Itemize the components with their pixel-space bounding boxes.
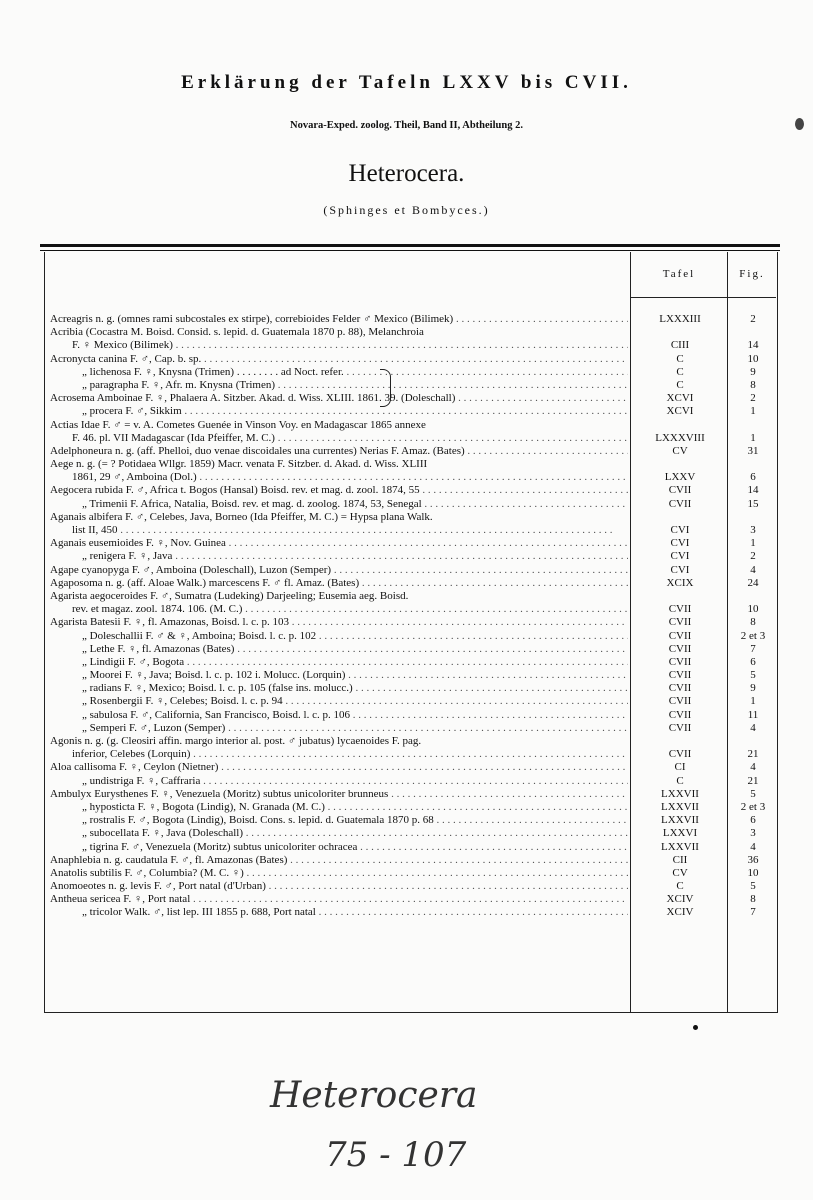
entry-text: Aganais albifera F. ♂, Celebes, Java, Borneo (Ida Pfeiffer, M. C.) = Hypsa plana Walk. (50, 510, 433, 523)
fig-cell: 1 (750, 405, 756, 418)
handwritten-note-line2: 75 - 107 (325, 1135, 467, 1175)
entry-text: Aegocera rubida F. ♂, Africa t. Bogos (Hansal) Boisd. rev. et mag. d. zool. 1874, 55 . . . (50, 484, 628, 497)
table-row (50, 735, 770, 748)
fig-cell: 4 (750, 721, 756, 734)
entry-text: Acribia (Cocastra M. Boisd. Consid. s. lepid. d. Guatemala 1870 p. 88), Melanchroia (50, 326, 424, 339)
entry-text: Agaposoma n. g. (aff. Aloae Walk.) marcescens F. ♂ fl. Amaz. (Bates) . . . (50, 577, 628, 590)
tafel-cell: LXXV (664, 471, 696, 484)
entry-text: Adelphoneura n. g. (aff. Phelloi, duo venae discoidales una currentes) Nerias F. Amaz. (Bates) . . . (50, 445, 628, 458)
entry-text: „ Doleschallii F. ♂ & ♀, Amboina; Boisd. l. c. p. 102 . . . (50, 630, 628, 643)
fig-cell: 4 (750, 563, 756, 576)
entry-text: Agape cyanopyga F. ♂, Amboina (Doleschall), Luzon (Semper) . . . (50, 564, 628, 577)
header-rule-thin (40, 250, 780, 251)
table-row (50, 801, 770, 814)
table-row (50, 432, 770, 445)
entry-text: Agarista Batesii F. ♀, fl. Amazonas, Boisd. l. c. p. 103 . . . (50, 616, 628, 629)
tafel-cell: CVII (668, 629, 692, 642)
entry-text: Aloa callisoma F. ♀, Ceylon (Nietner) . . . (50, 761, 628, 774)
entry-text: list II, 450 . . . (50, 524, 628, 537)
entry-text: Anaphlebia n. g. caudatula F. ♂, fl. Amazonas (Bates) . . . (50, 854, 628, 867)
table-row (50, 577, 770, 590)
tafel-cell: LXXXIII (659, 313, 701, 325)
table-row (50, 841, 770, 854)
fig-cell: 8 (750, 893, 756, 906)
entry-text: „ radians F. ♀, Mexico; Boisd. l. c. p. 105 (false ins. molucc.) . . . (50, 682, 628, 695)
fig-cell: 11 (747, 708, 759, 721)
fig-cell: 4 (750, 840, 756, 853)
entry-text: Acreagris n. g. (omnes rami subcostales ex stirpe), correbioides Felder ♂ Mexico (Bilimek) . . . (50, 313, 628, 326)
tafel-cell: XCIX (666, 576, 694, 589)
entry-text: Anatolis subtilis F. ♂, Columbia? (M. C. ♀) . . . (50, 867, 628, 880)
table-row (50, 419, 770, 432)
tafel-cell: CVI (670, 550, 690, 563)
tafel-cell: C (676, 365, 684, 378)
fig-cell: 8 (750, 616, 756, 629)
tafel-cell: XCVI (666, 392, 694, 405)
entry-text: „ rostralis F. ♂, Bogota (Lindig), Boisd. Cons. s. lepid. d. Guatemala 1870 p. 68 . . . (50, 814, 628, 827)
entry-text: 1861, 29 ♂, Amboina (Dol.) . . . (50, 471, 628, 484)
tafel-cell: C (676, 880, 684, 893)
table-row (50, 511, 770, 524)
tafel-cell: XCVI (666, 405, 694, 418)
section-heading: Heterocera. (348, 160, 465, 187)
fig-cell: 21 (747, 748, 759, 761)
table-row (50, 392, 770, 405)
fig-cell: 2 (750, 392, 756, 405)
fig-cell: 6 (750, 471, 756, 484)
tafel-cell: CV (672, 444, 688, 457)
fig-cell: 14 (747, 339, 759, 352)
entry-text: „ paragrapha F. ♀, Afr. m. Knysna (Trimen) . . . (50, 379, 628, 392)
tafel-cell: CIII (670, 339, 690, 352)
tafel-cell: CVI (670, 563, 690, 576)
fig-cell: 4 (750, 761, 756, 774)
tafel-cell: CVI (670, 537, 690, 550)
section-subheading: (Sphinges et Bombyces.) (323, 203, 490, 217)
column-header-fig: Fig. (739, 268, 765, 280)
entry-text: „ Lindigii F. ♂, Bogota . . . (50, 656, 628, 669)
page-speck (795, 118, 804, 130)
tafel-cell: C (676, 352, 684, 365)
table-row (50, 339, 770, 352)
fig-cell: 9 (750, 365, 756, 378)
table-row (50, 537, 770, 550)
entry-text: „ Moorei F. ♀, Java; Boisd. l. c. p. 102 i. Molucc. (Lorquin) . . . (50, 669, 628, 682)
fig-cell: 21 (747, 774, 759, 787)
table-row (50, 313, 770, 326)
table-row (50, 643, 770, 656)
entry-text: „ Trimenii F. Africa, Natalia, Boisd. rev. et mag. d. zoolog. 1874, 53, Senegal . . . (50, 498, 628, 511)
table-row (50, 564, 770, 577)
tafel-cell: XCIV (666, 893, 694, 906)
tafel-cell: CVII (668, 669, 692, 682)
entry-text: „ subocellata F. ♀, Java (Doleschall) . . . (50, 827, 628, 840)
tafel-cell: CVII (668, 497, 692, 510)
table-row (50, 353, 770, 366)
header-underline (630, 297, 776, 298)
table-row (50, 603, 770, 616)
table-row (50, 326, 770, 339)
tafel-cell: CI (674, 761, 686, 774)
tafel-cell: CVII (668, 484, 692, 497)
table-row (50, 458, 770, 471)
fig-cell: 1 (750, 695, 756, 708)
table-row (50, 867, 770, 880)
table-row (50, 590, 770, 603)
fig-cell: 1 (750, 537, 756, 550)
table-row (50, 550, 770, 563)
entry-text: Antheua sericea F. ♀, Port natal . . . (50, 893, 628, 906)
tafel-cell: CVII (668, 721, 692, 734)
fig-cell: 2 (750, 550, 756, 563)
table-row (50, 405, 770, 418)
table-row (50, 761, 770, 774)
table-row (50, 814, 770, 827)
tafel-cell: CV (672, 866, 688, 879)
entry-text: Acronycta canina F. ♂, Cap. b. sp. . . . (50, 353, 628, 366)
entry-text: „ sabulosa F. ♂, California, San Francisco, Boisd. l. c. p. 106 . . . (50, 709, 628, 722)
fig-cell: 6 (750, 655, 756, 668)
table-row (50, 788, 770, 801)
entry-text: „ Rosenbergii F. ♀, Celebes; Boisd. l. c. p. 94 . . . (50, 695, 628, 708)
fig-cell: 2 et 3 (740, 629, 766, 642)
fig-cell: 6 (750, 814, 756, 827)
table-row (50, 366, 770, 379)
fig-cell: 5 (750, 669, 756, 682)
table-row (50, 484, 770, 497)
table-row (50, 471, 770, 484)
fig-cell: 1 (750, 431, 756, 444)
table-row (50, 880, 770, 893)
table-row (50, 524, 770, 537)
entry-text: inferior, Celebes (Lorquin) . . . (50, 748, 628, 761)
table-row (50, 682, 770, 695)
tafel-cell: C (676, 774, 684, 787)
fig-cell: 10 (747, 603, 759, 616)
entry-text: Aege n. g. (= ? Potidaea Wllgr. 1859) Macr. venata F. Sitzber. d. Akad. d. Wiss. XLIII (50, 458, 428, 471)
table-row (50, 709, 770, 722)
table-row (50, 854, 770, 867)
table-row (50, 695, 770, 708)
handwritten-note-line1: Heterocera (270, 1075, 478, 1116)
tafel-cell: CVII (668, 616, 692, 629)
fig-cell: 2 (750, 313, 756, 325)
table-row (50, 498, 770, 511)
entry-text: Anomoeotes n. g. levis F. ♂, Port natal (d'Urban) . . . (50, 880, 628, 893)
table-row (50, 656, 770, 669)
tafel-cell: LXXVII (661, 840, 699, 853)
entry-text: „ Lethe F. ♀, fl. Amazonas (Bates) . . . (50, 643, 628, 656)
tafel-cell: LXXVII (661, 800, 699, 813)
fig-cell: 2 et 3 (740, 800, 766, 813)
fig-cell: 15 (747, 497, 759, 510)
tafel-cell: CVII (668, 655, 692, 668)
fig-cell: 5 (750, 787, 756, 800)
entry-text: „ Semperi F. ♂, Luzon (Semper) . . . (50, 722, 628, 735)
table-row (50, 748, 770, 761)
tafel-cell: CVI (670, 524, 690, 536)
tafel-cell: LXXVII (661, 814, 699, 827)
entry-text: „ tricolor Walk. ♂, list lep. III 1855 p. 688, Port natal . . . (50, 906, 628, 919)
entry-text: „ tigrina F. ♂, Venezuela (Moritz) subtus unicoloriter ochracea . . . (50, 841, 628, 854)
entry-text: Actias Idae F. ♂ = v. A. Cometes Guenée in Vinson Voy. en Madagascar 1865 annexe (50, 418, 426, 431)
tafel-cell: CVII (668, 748, 692, 761)
header-rule-thick (40, 244, 780, 247)
table-row (50, 616, 770, 629)
index-table-body (50, 313, 770, 920)
table-row (50, 893, 770, 906)
tafel-cell: LXXXVIII (655, 431, 705, 444)
entry-text: „ undistriga F. ♀, Caffraria . . . (50, 775, 628, 788)
fig-cell: 31 (747, 444, 759, 457)
table-row (50, 669, 770, 682)
fig-cell: 3 (750, 524, 756, 536)
fig-cell: 7 (750, 642, 756, 655)
fig-cell: 10 (747, 352, 759, 365)
entry-text: Ambulyx Eurysthenes F. ♀, Venezuela (Moritz) subtus unicoloriter brunneus . . . (50, 788, 628, 801)
column-header-tafel: Tafel (662, 268, 696, 280)
fig-cell: 24 (747, 576, 759, 589)
page-title: Erklärung der Tafeln LXXV bis CVII. (181, 72, 632, 93)
fig-cell: 5 (750, 880, 756, 893)
tafel-cell: CVII (668, 695, 692, 708)
entry-text: Agonis n. g. (g. Cleosiri affin. margo interior al. post. ♂ jubatus) lycaenoides F. pag. (50, 735, 422, 747)
tafel-cell: CVII (668, 603, 692, 616)
fig-cell: 14 (747, 484, 759, 497)
entry-text: F. 46. pl. VII Madagascar (Ida Pfeiffer, M. C.) . . . (50, 432, 628, 445)
entry-text: Acrosema Amboinae F. ♀, Phalaera A. Sitzber. Akad. d. Wiss. XLIII. 1861. 39. (Doleschall) . . . (50, 392, 628, 405)
fig-cell: 8 (750, 378, 756, 391)
table-row (50, 630, 770, 643)
fig-cell: 7 (750, 906, 756, 919)
table-row (50, 775, 770, 788)
tafel-cell: XCIV (666, 906, 694, 919)
tafel-cell: CII (672, 853, 688, 866)
fig-cell: 9 (750, 682, 756, 695)
entry-text: rev. et magaz. zool. 1874. 106. (M. C.) . . . (50, 603, 628, 616)
entry-text: „ renigera F. ♀, Java . . . (50, 550, 628, 563)
entry-text: Agarista aegoceroides F. ♂, Sumatra (Ludeking) Darjeeling; Eusemia aeg. Boisd. (50, 589, 409, 602)
fig-cell: 3 (750, 827, 756, 840)
entry-text: Aganais eusemioides F. ♀, Nov. Guinea . . . (50, 537, 628, 550)
entry-text: F. ♀ Mexico (Bilimek) . . . (50, 339, 628, 352)
tafel-cell: CVII (668, 682, 692, 695)
table-row (50, 445, 770, 458)
fig-cell: 36 (747, 853, 759, 866)
publication-subtitle: Novara-Exped. zoolog. Theil, Band II, Abtheilung 2. (290, 120, 523, 131)
table-row (50, 379, 770, 392)
tafel-cell: LXXVII (661, 787, 699, 800)
fig-cell: 10 (747, 866, 759, 879)
entry-text: „ hyposticta F. ♀, Bogota (Lindig), N. Granada (M. C.) . . . (50, 801, 628, 814)
tafel-cell: LXXVI (662, 827, 698, 840)
ink-dot (693, 1025, 698, 1030)
tafel-cell: CVII (668, 708, 692, 721)
table-row (50, 906, 770, 919)
table-row (50, 722, 770, 735)
tafel-cell: CVII (668, 642, 692, 655)
tafel-cell: C (676, 378, 684, 391)
table-row (50, 827, 770, 840)
entry-text: „ procera F. ♂, Sikkim . . . (50, 405, 628, 418)
entry-text: „ lichenosa F. ♀, Knysna (Trimen) . . . . . . . . ad Noct. refer. . . . (50, 366, 628, 379)
